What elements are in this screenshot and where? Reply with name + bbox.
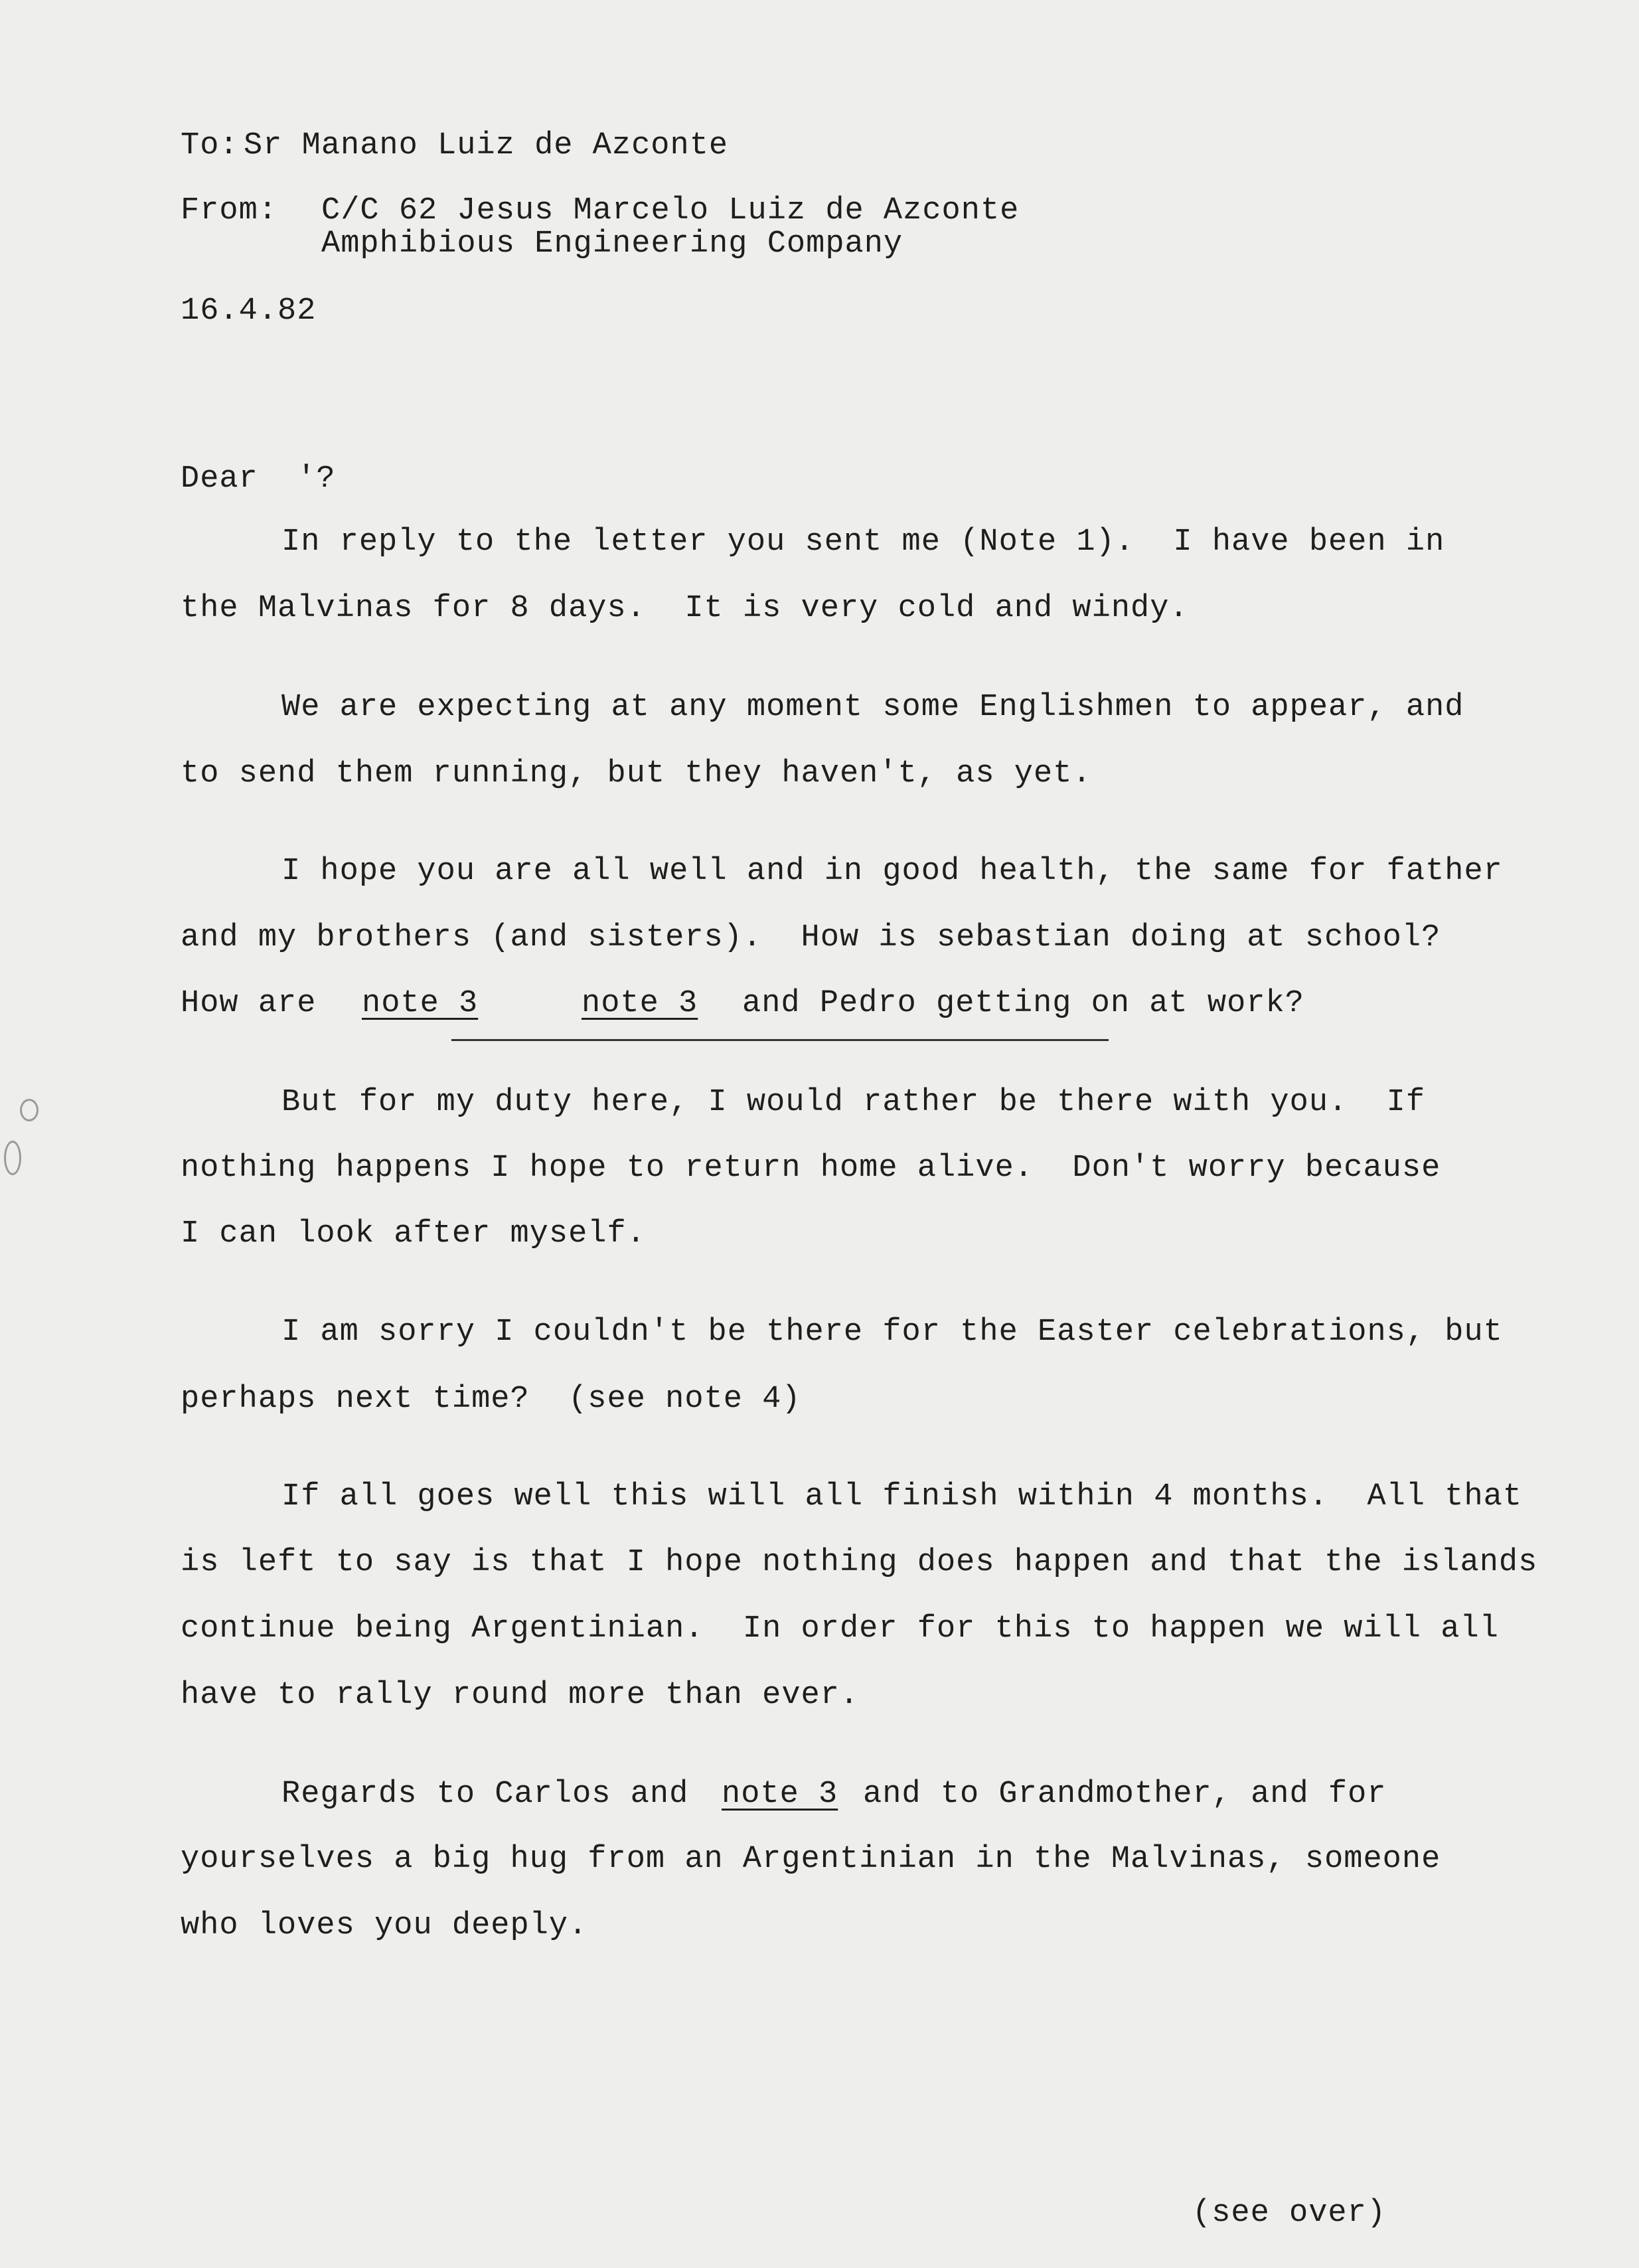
p1-line-1: In reply to the letter you sent me (Note 1). I have been in bbox=[281, 525, 1445, 560]
p7-line-2: yourselves a big hug from an Argentinian in the Malvinas, someone bbox=[181, 1842, 1441, 1877]
p1-line-2: the Malvinas for 8 days. It is very cold and windy. bbox=[181, 591, 1189, 626]
p7-line-1-tail: and to Grandmother, and for bbox=[863, 1777, 1387, 1812]
from-line-2: Amphibious Engineering Company bbox=[321, 226, 903, 262]
p4-line-2: nothing happens I hope to return home alive. Don't worry because bbox=[181, 1151, 1441, 1186]
note-3-reference: note 3 bbox=[582, 986, 698, 1021]
p3-line-2: and my brothers (and sisters). How is sebastian doing at school? bbox=[181, 920, 1441, 955]
margin-mark bbox=[4, 1141, 21, 1175]
p4-line-3: I can look after myself. bbox=[181, 1216, 646, 1252]
p3-line-1: I hope you are all well and in good health, the same for father bbox=[281, 854, 1503, 889]
note-3-reference: note 3 bbox=[722, 1777, 838, 1812]
p6-line-4: have to rally round more than ever. bbox=[181, 1678, 860, 1713]
p7-line-1-lead: Regards to Carlos and bbox=[281, 1777, 689, 1812]
p6-line-2: is left to say is that I hope nothing does happen and that the islands bbox=[181, 1545, 1538, 1580]
from-line-1: C/C 62 Jesus Marcelo Luiz de Azconte bbox=[321, 193, 1020, 228]
from-label: From: bbox=[181, 193, 278, 228]
to-name: Sr Manano Luiz de Azconte bbox=[244, 128, 729, 163]
p5-line-2: perhaps next time? (see note 4) bbox=[181, 1382, 801, 1417]
p3-line-3-lead: How are bbox=[181, 986, 317, 1021]
p3-line-3-tail: and Pedro getting on at work? bbox=[742, 986, 1304, 1021]
see-over-note: (see over) bbox=[1192, 2196, 1387, 2231]
salutation: Dear '? bbox=[181, 461, 336, 497]
p7-line-3: who loves you deeply. bbox=[181, 1908, 588, 1943]
to-label: To: bbox=[181, 128, 239, 163]
note-3-reference: note 3 bbox=[362, 986, 479, 1021]
p5-line-1: I am sorry I couldn't be there for the Easter celebrations, but bbox=[281, 1315, 1503, 1350]
p2-line-2: to send them running, but they haven't, as yet. bbox=[181, 756, 1092, 791]
letter-date: 16.4.82 bbox=[181, 293, 317, 329]
p6-line-3: continue being Argentinian. In order for this to happen we will all bbox=[181, 1611, 1499, 1647]
margin-mark bbox=[20, 1099, 39, 1121]
p6-line-1: If all goes well this will all finish within 4 months. All that bbox=[281, 1479, 1523, 1514]
p4-line-1: But for my duty here, I would rather be there with you. If bbox=[281, 1085, 1426, 1120]
p2-line-1: We are expecting at any moment some Englishmen to appear, and bbox=[281, 690, 1464, 725]
underline-rule bbox=[451, 1039, 1109, 1041]
